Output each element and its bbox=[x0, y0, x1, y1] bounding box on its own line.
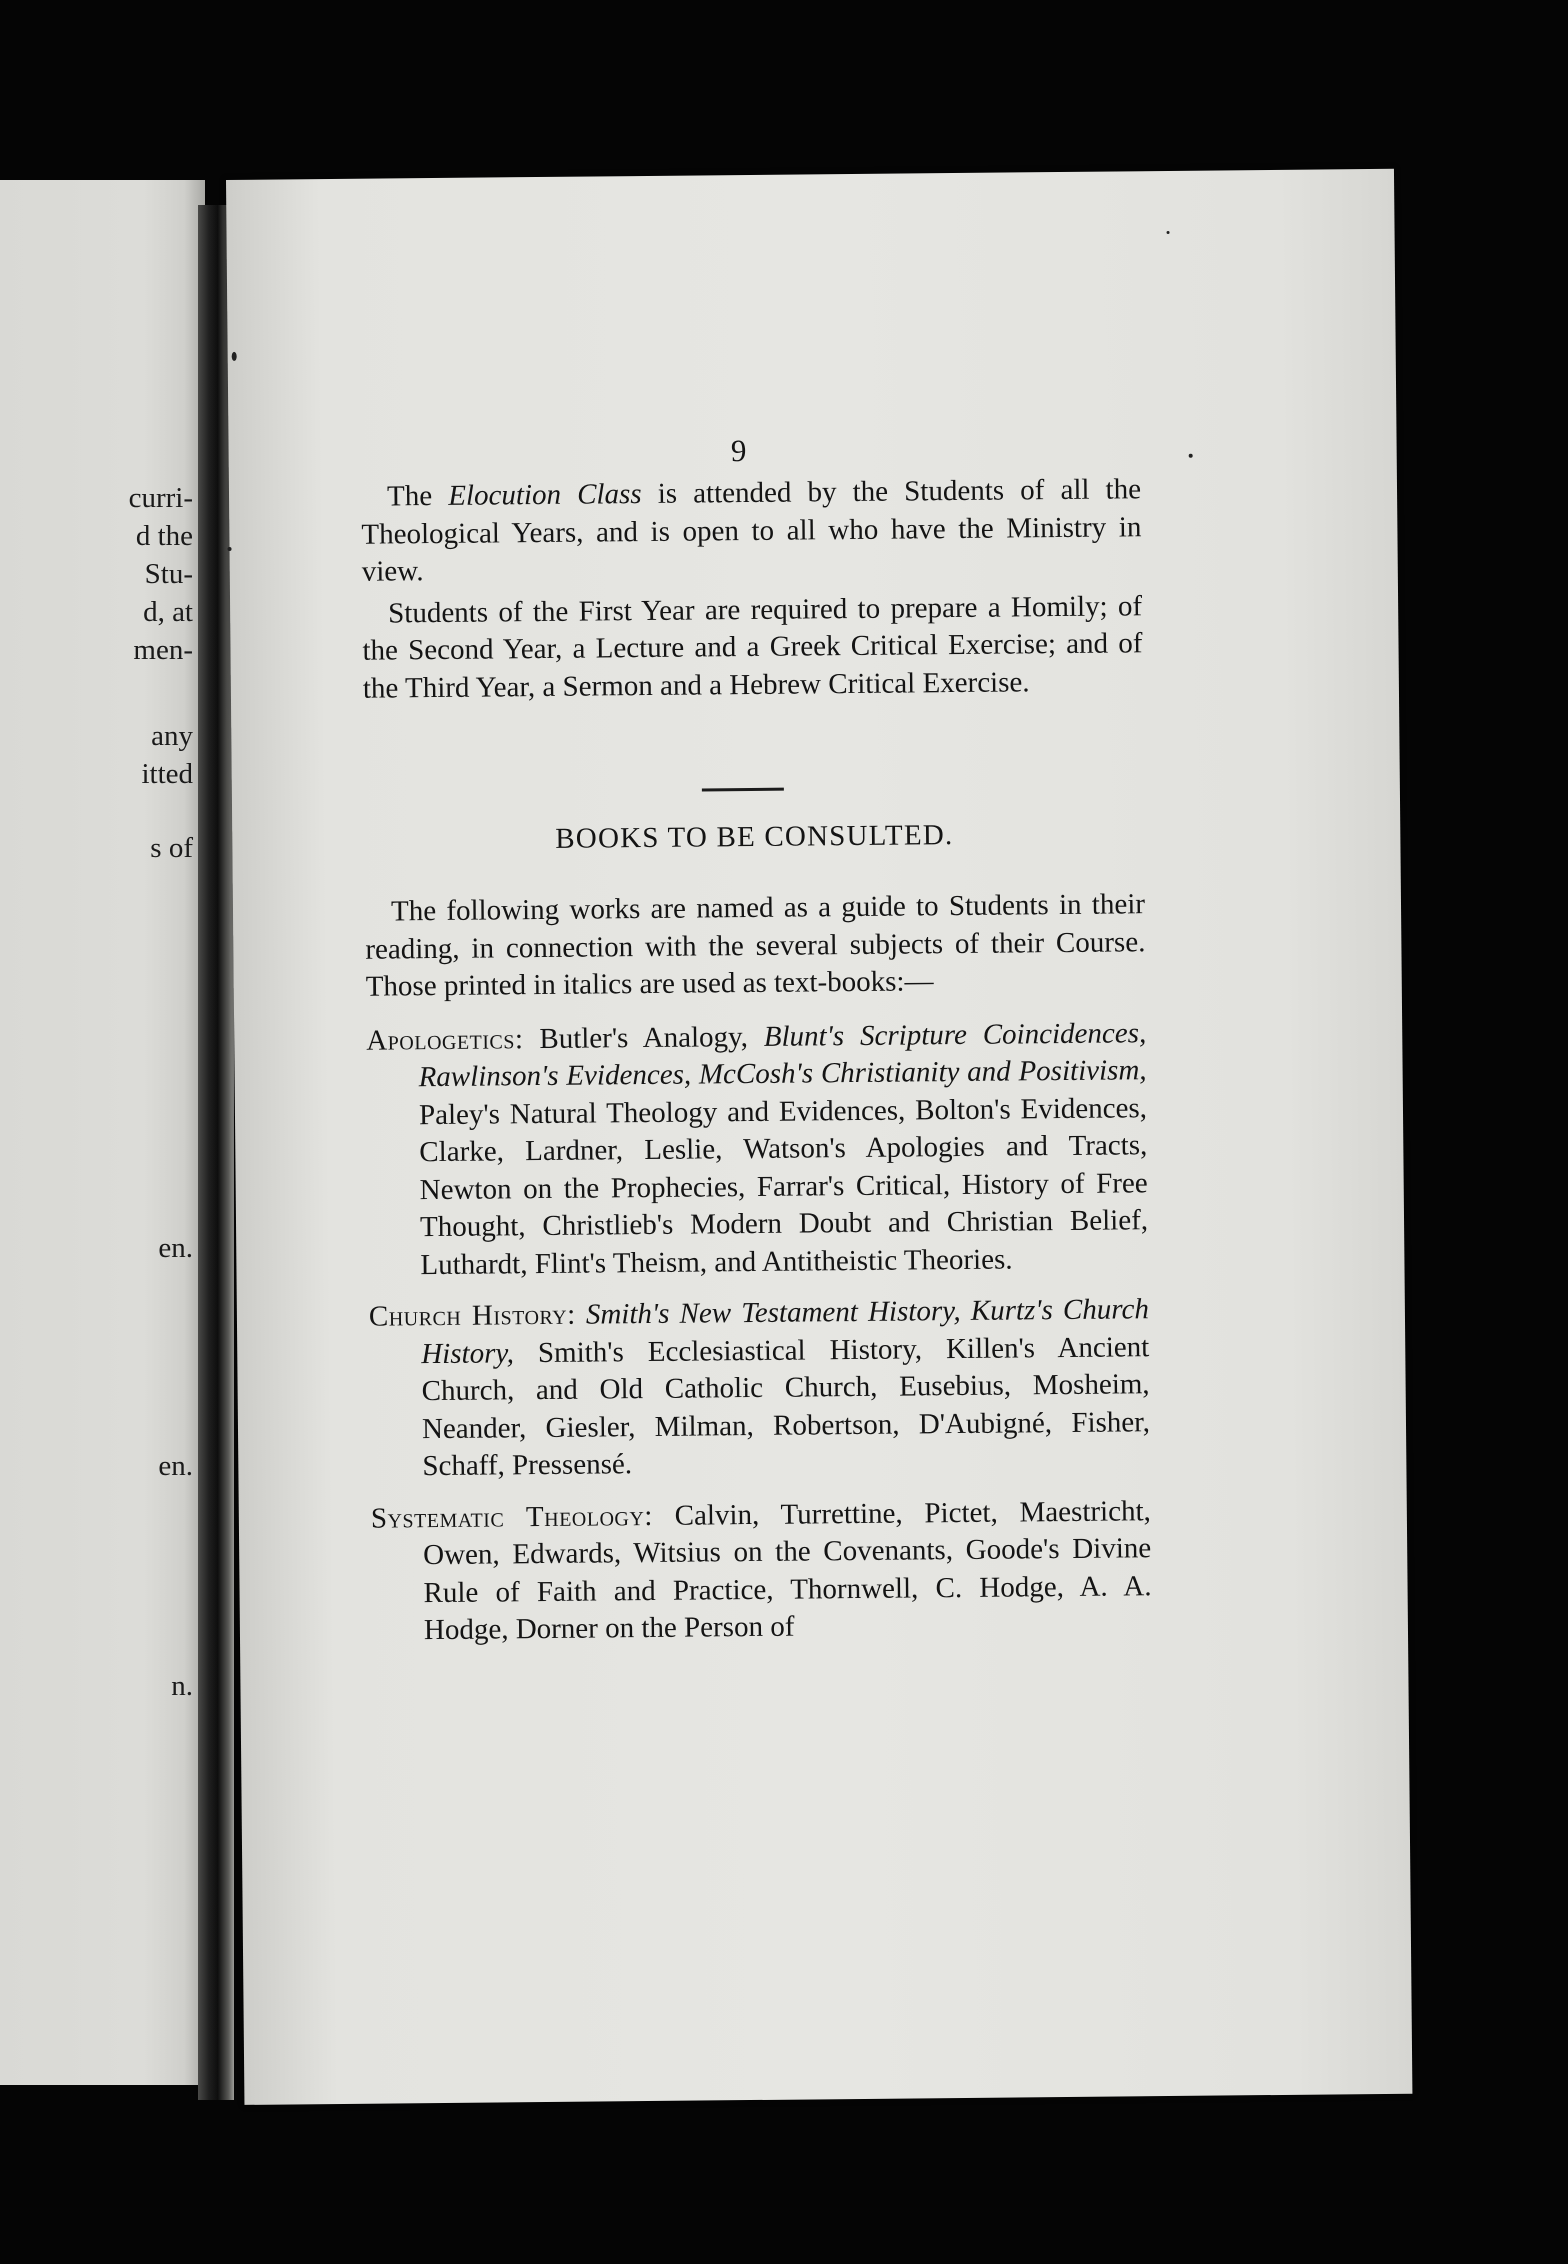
page-number: 9 bbox=[730, 433, 747, 469]
text-run: Smith's Ecclesiastical History, Killen's Ancient Church, and Old Catholic Church, Eusebius, Mosheim, Neander, Giesler, Milman, Robertson, D'Aubigné, Fisher, Schaff, Pressensé. bbox=[421, 1330, 1151, 1483]
italic-run: Blunt's Scripture Coincidences, Rawlinson's Evidences, McCosh's Christianity and Positivism, bbox=[418, 1016, 1147, 1094]
requirements-paragraph: Students of the First Year are required to prepare a Homily; of the Second Year, a Lecture and a Greek Critical Exercise; and of the Third Year, a Sermon and a Hebrew Critical Exercise. bbox=[362, 589, 1143, 705]
left-fragment: curri- bbox=[128, 482, 193, 514]
text-run: is attended by the Students of all the Theological Years, and is open to all who have the Ministry in view. bbox=[361, 473, 1142, 588]
ink-speck bbox=[1167, 231, 1170, 234]
left-fragment: d, at bbox=[143, 596, 193, 628]
ink-speck bbox=[232, 352, 237, 361]
entry-church-history bbox=[369, 1291, 1151, 1486]
intro-block bbox=[361, 471, 1143, 707]
left-fragment: Stu- bbox=[144, 558, 193, 590]
ink-speck bbox=[228, 547, 232, 551]
ink-speck bbox=[1189, 454, 1193, 458]
entry-apologetics bbox=[366, 1015, 1148, 1285]
section-heading: BOOKS TO BE CONSULTED. bbox=[555, 819, 954, 855]
left-fragment: en. bbox=[158, 1450, 193, 1482]
left-fragment: n. bbox=[171, 1670, 193, 1702]
entry-label: Systematic Theology: bbox=[370, 1499, 654, 1535]
left-fragment: en. bbox=[158, 1232, 193, 1264]
facing-page-left bbox=[0, 180, 205, 2085]
text-run: Calvin, Turrettine, Pictet, Maestricht, Owen, Edwards, Witsius on the Covenants, Goode's Divine Rule of Faith and Practice, Thornwell, C. Hodge, A. A. Hodge, Dorner on the Person of bbox=[423, 1494, 1152, 1647]
books-block bbox=[365, 886, 1152, 1664]
left-fragment: itted bbox=[141, 758, 193, 790]
guide-paragraph: The following works are named as a guide to Students in their reading, in connection with the several subjects of their Course. Those printed in italics are used as text-books:— bbox=[365, 888, 1146, 1003]
italic-run: Elocution Class bbox=[448, 478, 642, 512]
italic-run: Smith's New Testament History, Kurtz's Church History, bbox=[421, 1293, 1150, 1370]
text-run: The bbox=[386, 479, 449, 513]
text-run: Paley's Natural Theology and Evidences, Bolton's Evidences, Clarke, Lardner, Leslie, Watson's Apologies and Tracts, Newton on the Prophecies, Farrar's Critical, History of Free Thought, Christlieb's Modern Doubt and Christian Belief, Luthardt, Flint's Theism, and Antitheistic Theories. bbox=[418, 1091, 1149, 1281]
section-divider bbox=[702, 788, 784, 792]
book-page-right bbox=[226, 169, 1412, 2105]
entry-systematic-theology bbox=[371, 1493, 1152, 1650]
left-fragment: men- bbox=[133, 634, 193, 666]
elocution-paragraph bbox=[361, 471, 1142, 591]
entry-label: Church History: bbox=[368, 1298, 576, 1333]
left-fragment: d the bbox=[135, 520, 193, 552]
text-run: Butler's Analogy, bbox=[523, 1020, 764, 1055]
left-fragment: s of bbox=[150, 832, 193, 864]
entry-label: Apologetics: bbox=[366, 1022, 524, 1057]
left-fragment: any bbox=[151, 720, 193, 752]
